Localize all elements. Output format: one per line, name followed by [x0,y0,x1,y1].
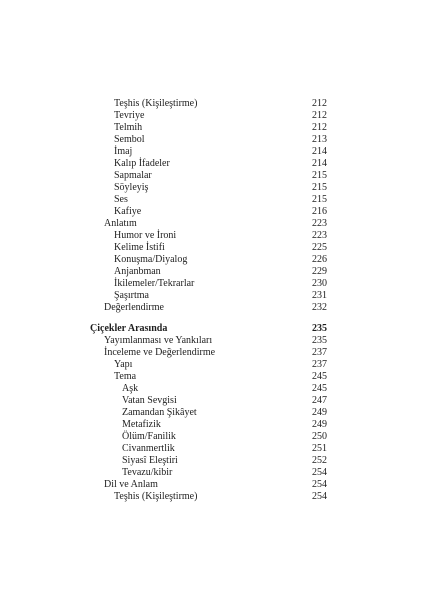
toc-entry [0,419,424,431]
toc-entry [0,455,424,467]
toc-chapter [0,323,424,335]
toc-entry-page: 223 [312,218,327,229]
toc-chapter-title: Çiçekler Arasında [90,323,168,334]
toc-entry-title: Metafizik [122,419,161,430]
toc-entry [0,170,424,182]
toc-entry [0,290,424,302]
toc-entry-title: Siyasî Eleştiri [122,455,178,466]
toc-entry-page: 230 [312,278,327,289]
toc-entry-page: 237 [312,347,327,358]
toc-entry-page: 232 [312,302,327,313]
toc-entry [0,395,424,407]
toc-entry-page: 254 [312,479,327,490]
toc-entry-page: 215 [312,170,327,181]
toc-entry-page: 231 [312,290,327,301]
toc-entry-page: 254 [312,491,327,502]
toc-entry [0,98,424,110]
toc-entry [0,110,424,122]
toc-entry-page: 235 [312,335,327,346]
toc-entry [0,467,424,479]
toc-entry [0,206,424,218]
toc-entry-page: 215 [312,182,327,193]
toc-entry [0,479,424,491]
toc-entry [0,158,424,170]
toc-entry-title: Teşhis (Kişileştirme) [114,491,198,502]
toc-entry-title: Söyleyiş [114,182,149,193]
toc-entry-page: 212 [312,122,327,133]
toc-entry-page: 229 [312,266,327,277]
toc-entry-page: 245 [312,383,327,394]
toc-entry-title: Dil ve Anlam [104,479,158,490]
toc-entry-page: 252 [312,455,327,466]
toc-entry-page: 213 [312,134,327,145]
toc-entry-title: Ölüm/Fanilik [122,431,176,442]
toc-entry-title: Teşhis (Kişileştirme) [114,98,198,109]
toc-entry-page: 212 [312,98,327,109]
toc-entry-title: Yayımlanması ve Yankıları [104,335,213,346]
toc-entry-page: 254 [312,467,327,478]
toc-entry-title: Kalıp İfadeler [114,158,170,169]
toc-chapter-page: 235 [312,323,327,334]
toc-entry-page: 214 [312,146,327,157]
toc-entry-title: Kelime İstifi [114,242,165,253]
toc-entry-title: İkilemeler/Tekrarlar [114,278,195,289]
toc-entry-title: Şaşırtma [114,290,149,301]
toc-entry-page: 215 [312,194,327,205]
toc-entry [0,335,424,347]
toc-entry-page: 225 [312,242,327,253]
toc-entry-title: Vatan Sevgisi [122,395,177,406]
toc-entry [0,347,424,359]
toc-entry-page: 237 [312,359,327,370]
toc-entry [0,230,424,242]
toc-entry-title: Civanmertlik [122,443,175,454]
toc-entry-title: Değerlendirme [104,302,164,313]
toc-entry-title: Tevriye [114,110,145,121]
toc-entry-title: Anlatım [104,218,137,229]
toc-entry-title: Konuşma/Diyalog [114,254,188,265]
toc-entry-title: Ses [114,194,128,205]
toc-entry-title: İnceleme ve Değerlendirme [104,347,216,358]
toc-entry [0,278,424,290]
toc-entry [0,407,424,419]
toc-entry [0,302,424,314]
toc-entry [0,134,424,146]
toc-entry [0,383,424,395]
toc-entry [0,194,424,206]
toc-entry-page: 249 [312,419,327,430]
toc-entry-title: İmaj [114,146,133,157]
toc-entry [0,182,424,194]
toc-entry [0,431,424,443]
toc-entry-page: 212 [312,110,327,121]
toc-entry-page: 251 [312,443,327,454]
toc-entry [0,254,424,266]
toc-entry-title: Kafiye [114,206,142,217]
toc-entry-page: 216 [312,206,327,217]
toc-entry-page: 250 [312,431,327,442]
toc-entry-title: Anjanbman [114,266,161,277]
toc-entry-page: 245 [312,371,327,382]
toc-entry [0,491,424,503]
toc-entry-page: 249 [312,407,327,418]
toc-entry [0,266,424,278]
toc-entry-title: Humor ve İroni [114,230,177,241]
toc-entry [0,146,424,158]
toc-entry [0,359,424,371]
toc-entry-title: Tevazu/kibir [122,467,173,478]
toc-entry-page: 223 [312,230,327,241]
toc-entry-title: Sembol [114,134,145,145]
toc-entry-title: Telmih [114,122,143,133]
toc-entry-page: 226 [312,254,327,265]
toc-entry-title: Yapı [114,359,133,370]
toc-entry-page: 247 [312,395,327,406]
toc-entry-title: Tema [114,371,137,382]
toc-entry [0,218,424,230]
toc-entry-title: Aşk [122,383,139,394]
toc-entry [0,122,424,134]
toc-entry-title: Zamandan Şikâyet [122,407,197,418]
toc-entry-title: Sapmalar [114,170,152,181]
toc-entry [0,443,424,455]
toc-entry [0,371,424,383]
toc-entry [0,242,424,254]
toc-entry-page: 214 [312,158,327,169]
